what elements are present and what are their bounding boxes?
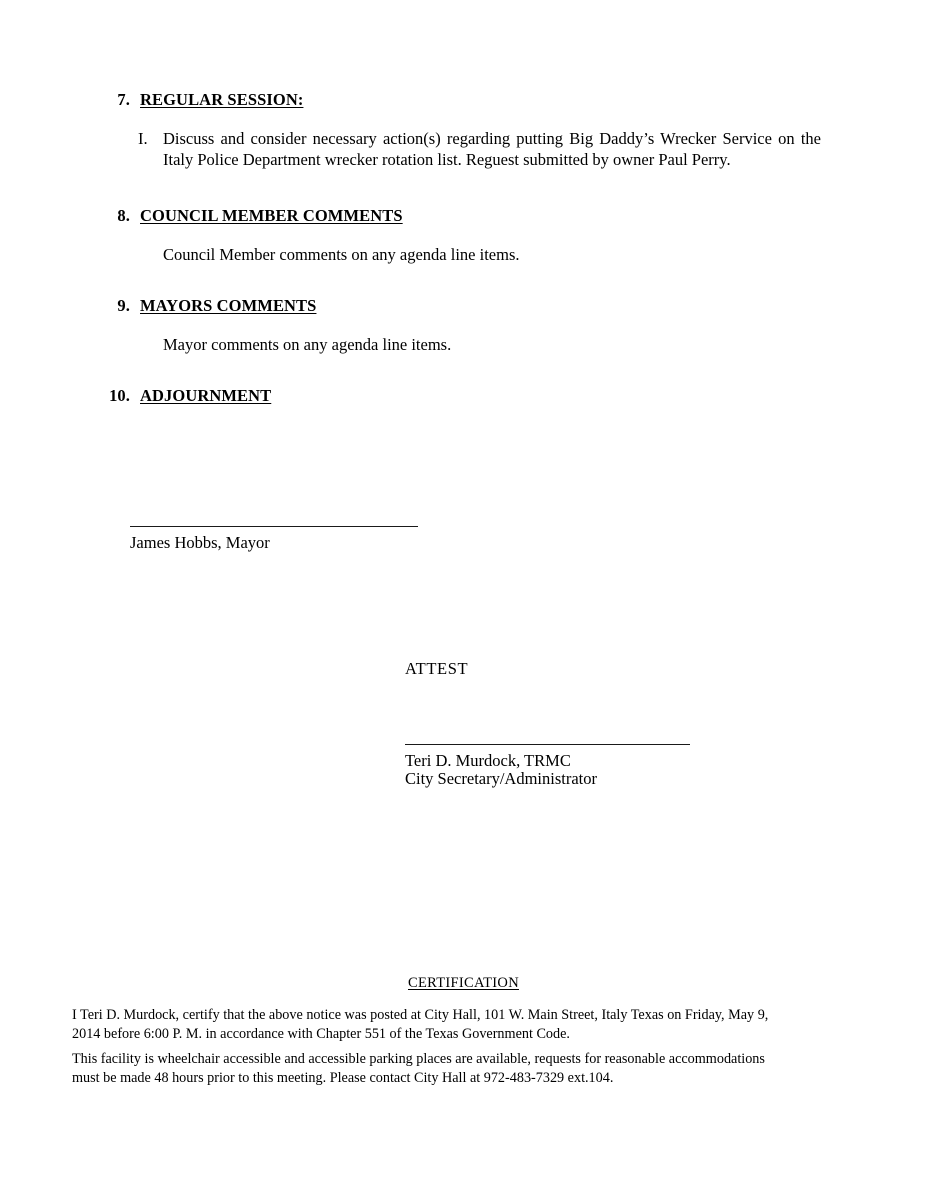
certification-paragraph-accessibility: This facility is wheelchair accessible and accessible parking places are available, requests for reasonable accommodations must be made 48 hours prior to this meeting. Please contact City Hall at 972-483-7329 ext.104.: [72, 1051, 765, 1086]
agenda-body: [0, 90, 927, 410]
subitem-number: I.: [138, 129, 148, 148]
agenda-section-9: [0, 296, 927, 360]
agenda-subitem-I: [0, 128, 927, 176]
certification-paragraph-posting: I Teri D. Murdock, certify that the above notice was posted at City Hall, 101 W. Main Street, Italy Texas on Friday, May 9, 2014 before 6:00 P. M. in accordance with Chapter 551 of the Texas Government Code.: [72, 1007, 769, 1042]
mayor-signature-line: [130, 526, 418, 527]
agenda-section-8: [0, 206, 927, 270]
section-number: 9.: [117, 296, 130, 315]
section-heading-row: [0, 386, 927, 410]
section-note: Council Member comments on any agenda line items.: [163, 245, 520, 264]
certification-heading-text: CERTIFICATION: [408, 975, 519, 991]
section-title: ADJOURNMENT: [140, 386, 272, 405]
section-note-row: [0, 244, 927, 270]
certification-heading: [0, 974, 927, 992]
section-number: 7.: [117, 90, 130, 109]
subitem-text: Discuss and consider necessary action(s) regarding putting Big Daddy’s Wrecker Service on the Italy Police Department wrecker rotation list. Reguest submitted by owner Paul Perry.: [163, 129, 821, 169]
section-number: 10.: [109, 386, 130, 405]
section-heading-row: [0, 90, 927, 114]
section-note-row: [0, 334, 927, 360]
section-title: REGULAR SESSION:: [140, 90, 304, 109]
secretary-title-label: City Secretary/Administrator: [405, 769, 597, 788]
section-title: MAYORS COMMENTS: [140, 296, 317, 315]
secretary-name-label: Teri D. Murdock, TRMC: [405, 751, 571, 770]
section-heading-row: [0, 206, 927, 230]
section-heading-row: [0, 296, 927, 320]
section-number: 8.: [117, 206, 130, 225]
section-note: Mayor comments on any agenda line items.: [163, 335, 452, 354]
section-title: COUNCIL MEMBER COMMENTS: [140, 206, 403, 225]
agenda-section-7: [0, 90, 927, 176]
agenda-section-10: [0, 386, 927, 410]
attest-label: ATTEST: [405, 659, 469, 678]
mayor-name-label: James Hobbs, Mayor: [130, 533, 270, 552]
secretary-signature-line: [405, 744, 690, 745]
